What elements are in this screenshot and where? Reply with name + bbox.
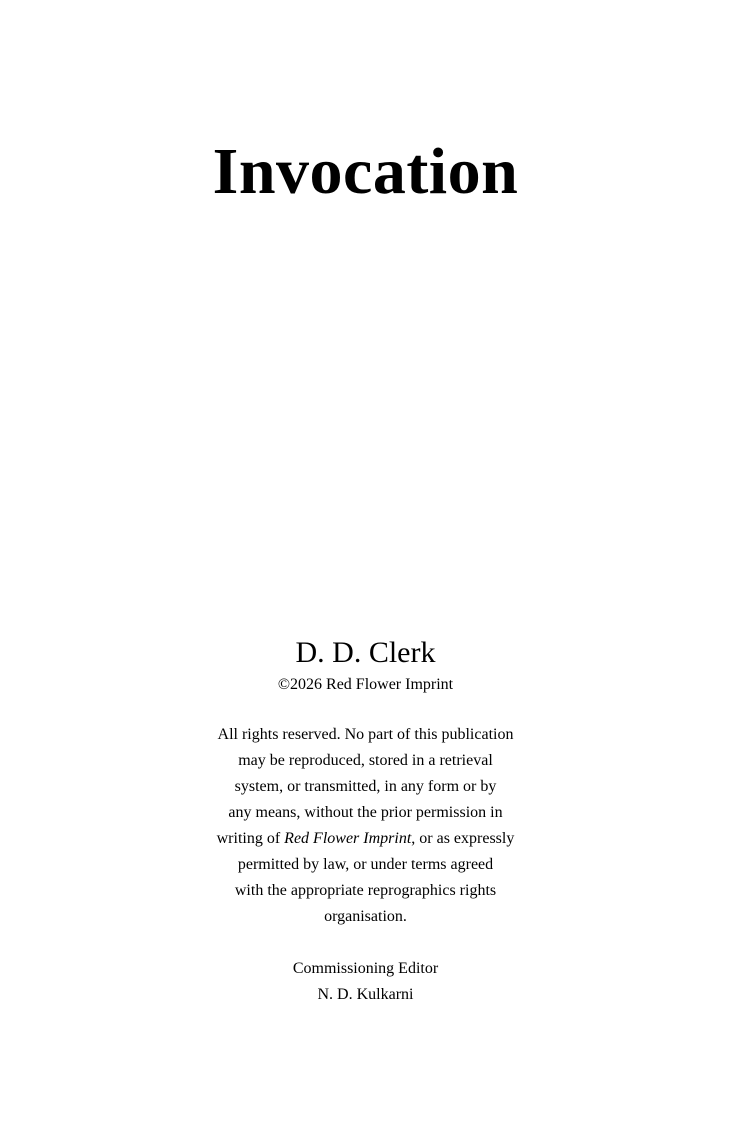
rights-line: All rights reserved. No part of this publication xyxy=(217,726,514,743)
rights-line xyxy=(0,826,731,852)
rights-text: writing of xyxy=(216,830,285,847)
rights-line: permitted by law, or under terms agreed xyxy=(237,856,494,873)
copyright-notice: ©2026 Red Flower Imprint xyxy=(277,676,454,693)
rights-statement xyxy=(0,722,731,930)
author-name: D. D. Clerk xyxy=(295,636,436,669)
editor-credit xyxy=(0,956,731,1008)
editor-role: Commissioning Editor xyxy=(292,960,439,977)
author-block xyxy=(0,634,731,696)
rights-line: may be reproduced, stored in a retrieval xyxy=(238,752,493,769)
editor-name: N. D. Kulkarni xyxy=(317,986,414,1003)
rights-line: system, or transmitted, in any form or by xyxy=(234,778,497,795)
rights-line: organisation. xyxy=(324,908,407,925)
book-title: Invocation xyxy=(212,135,519,208)
rights-text: , or as expressly xyxy=(411,830,515,847)
rights-line: with the appropriate reprographics rights xyxy=(234,882,497,899)
publisher-name: Red Flower Imprint xyxy=(284,830,412,847)
rights-line: any means, without the prior permission in xyxy=(228,804,503,821)
